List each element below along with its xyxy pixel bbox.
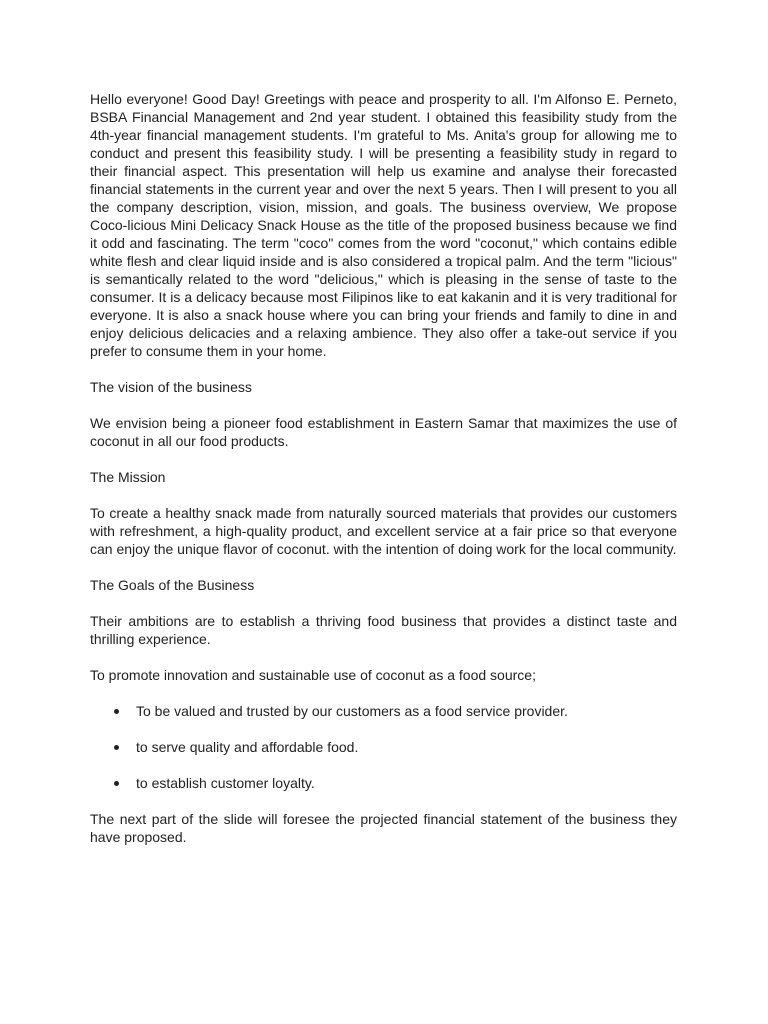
bullet-icon [114, 781, 119, 786]
closing-paragraph: The next part of the slide will foresee the projected financial statement of the business they have proposed. [90, 811, 677, 845]
bullet-icon [114, 745, 119, 750]
vision-heading: The vision of the business [90, 379, 252, 395]
goals-intro: To promote innovation and sustainable use of coconut as a food source; [90, 667, 536, 683]
goals-paragraph: Their ambitions are to establish a thriving food business that provides a distinct taste and thrilling experience. [90, 613, 677, 647]
vision-paragraph: We envision being a pioneer food establishment in Eastern Samar that maximizes the use of coconut in all our food products. [90, 415, 677, 449]
mission-paragraph: To create a healthy snack made from naturally sourced materials that provides our customers with refreshment, a high-quality product, and excellent service at a fair price so that everyone can enjoy the unique flavor of coconut. with the intention of doing work for the local community. [90, 505, 677, 557]
list-item-text: to serve quality and affordable food. [136, 739, 359, 755]
goals-heading: The Goals of the Business [90, 577, 255, 593]
list-item-text: To be valued and trusted by our customers as a food service provider. [136, 703, 568, 719]
bullet-icon [114, 709, 119, 714]
goals-list [90, 702, 677, 792]
list-item-text: to establish customer loyalty. [136, 775, 315, 791]
intro-paragraph: Hello everyone! Good Day! Greetings with peace and prosperity to all. I'm Alfonso E. Perneto, BSBA Financial Management and 2nd year student. I obtained this feasibility study from the 4th-year financial management students. I'm grateful to Ms. Anita's group for allowing me to conduct and present this feasibility study. I will be presenting a feasibility study in regard to their financial aspect. This presentation will help us examine and analyse their forecasted financial statements in the current year and over the next 5 years. Then I will present to you all the company description, vision, mission, and goals. The business overview, We propose Coco-licious Mini Delicacy Snack House as the title of the proposed business because we find it odd and fascinating. The term "coco" comes from the word "coconut," which contains edible white flesh and clear liquid inside and is also considered a tropical palm. And the term "licious" is semantically related to the word "delicious," which is pleasing in the sense of taste to the consumer. It is a delicacy because most Filipinos like to eat kakanin and it is very traditional for everyone. It is also a snack house where you can bring your friends and family to dine in and enjoy delicious delicacies and a relaxing ambience. They also offer a take-out service if you prefer to consume them in your home. [90, 91, 677, 359]
list-item [90, 774, 677, 792]
list-item [90, 702, 677, 720]
mission-heading: The Mission [90, 469, 166, 485]
document-page [90, 90, 677, 864]
list-item [90, 738, 677, 756]
